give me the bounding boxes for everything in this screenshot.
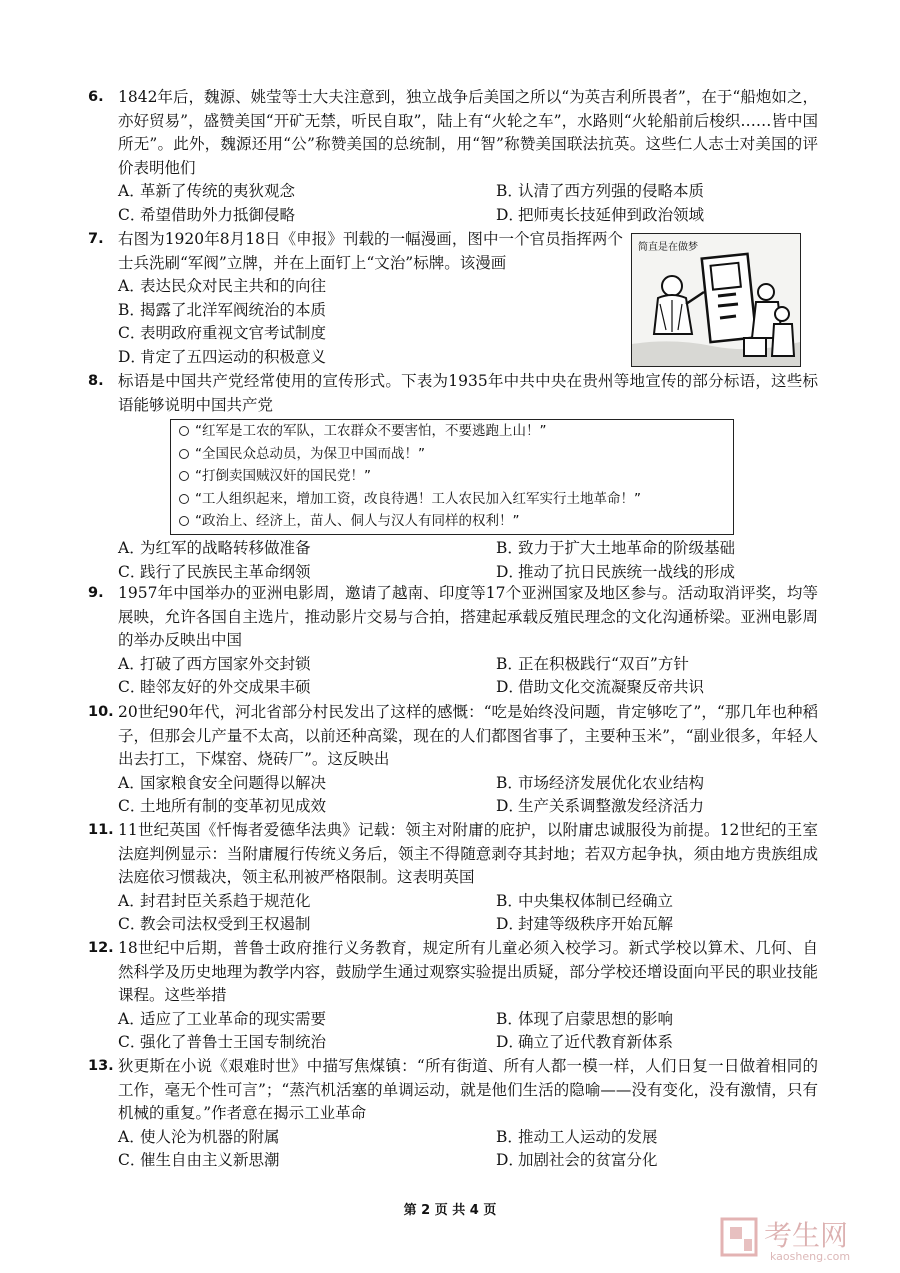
question-number: 7. xyxy=(88,231,104,247)
option-b[interactable]: B．市场经济发展优化农业结构 xyxy=(496,773,705,792)
options xyxy=(118,537,818,584)
question-number: 11. xyxy=(88,822,114,838)
option-c[interactable]: C．希望借助外力抵御侵略 xyxy=(118,205,296,224)
option-d[interactable]: D．加剧社会的贫富分化 xyxy=(496,1151,658,1169)
option-a[interactable]: A．使人沦为机器的附属 xyxy=(118,1127,280,1146)
bullet-circle-icon xyxy=(179,449,189,459)
option-c[interactable]: C．睦邻友好的外交成果丰硕 xyxy=(118,678,311,696)
option-c[interactable]: C．践行了民族民主革命纲领 xyxy=(118,562,311,581)
option-c[interactable]: C．教会司法权受到王权遏制 xyxy=(118,915,311,933)
question-6 xyxy=(88,86,818,227)
options xyxy=(118,180,818,227)
question-9 xyxy=(88,582,818,700)
question-number: 10. xyxy=(88,704,114,720)
option-c[interactable]: C．表明政府重视文官考试制度 xyxy=(118,324,327,342)
question-number: 13. xyxy=(88,1058,114,1074)
bullet-circle-icon xyxy=(179,426,189,436)
question-stem: 20世纪90年代，河北省部分村民发出了这样的感慨：“吃是始终没问题，肯定够吃了”，“那几年也种稻子，但那会儿产量不太高，以前还种高粱，现在的人们都图省事了，主要种玉米”，“副业很多，年轻人出去打工，下煤窑、烧砖厂”。这反映出 xyxy=(118,703,818,768)
option-d[interactable]: D．确立了近代教育新体系 xyxy=(496,1033,674,1051)
question-number: 9. xyxy=(88,585,104,601)
option-a[interactable]: A．打破了西方国家外交封锁 xyxy=(118,654,311,673)
option-b[interactable]: B．致力于扩大土地革命的阶级基础 xyxy=(496,539,736,557)
question-number: 12. xyxy=(88,940,114,956)
kaosheng-logo-icon xyxy=(718,1213,888,1265)
svg-text:kaosheng.com: kaosheng.com xyxy=(770,1250,851,1263)
page-footer: 第 2 页 共 4 页 xyxy=(403,1203,497,1218)
question-stem: 18世纪中后期，普鲁士政府推行义务教育，规定所有儿童必须入校学习。新式学校以算术、几何、自然科学及历史地理为教学内容，鼓励学生通过观察实验提出质疑，部分学校还增设面向平民的职业技能课程。这些举措 xyxy=(118,939,818,1004)
option-b[interactable]: B．体现了启蒙思想的影响 xyxy=(496,1009,674,1028)
question-13 xyxy=(88,1055,818,1173)
slogan-row: “红军是工农的军队，工农群众不要害怕，不要逃跑上山！” xyxy=(171,420,733,443)
options xyxy=(118,653,818,700)
option-c[interactable]: C．催生自由主义新思潮 xyxy=(118,1151,280,1169)
options xyxy=(118,772,818,819)
options xyxy=(118,1126,818,1173)
option-c[interactable]: C．土地所有制的变革初见成效 xyxy=(118,797,327,815)
option-d[interactable]: D．把师夷长技延伸到政治领域 xyxy=(496,205,705,224)
slogan-row: “全国民众总动员，为保卫中国而战！” xyxy=(171,443,733,466)
question-stem: 狄更斯在小说《艰难时世》中描写焦煤镇：“所有街道、所有人都一模一样，人们日复一日做着相同的工作，毫无个性可言”；“蒸汽机活塞的单调运动，就是他们生活的隐喻——没有变化，没有激情，只有机械的重复。”作者意在揭示工业革命 xyxy=(118,1057,818,1122)
question-12 xyxy=(88,937,818,1055)
option-b[interactable]: B．中央集权体制已经确立 xyxy=(496,891,674,910)
cartoon-image xyxy=(631,233,801,367)
slogan-row: “打倒卖国贼汉奸的国民党！” xyxy=(171,465,733,488)
question-10 xyxy=(88,701,818,819)
option-b[interactable]: B．认清了西方列强的侵略本质 xyxy=(496,182,705,200)
option-d[interactable]: D．借助文化交流凝聚反帝共识 xyxy=(496,678,705,696)
option-a[interactable]: A．革新了传统的夷狄观念 xyxy=(118,182,296,200)
slogan-row: “政治上、经济上，苗人、侗人与汉人有同样的权利！” xyxy=(171,510,733,533)
options xyxy=(118,890,818,937)
option-b[interactable]: B．正在积极践行“双百”方针 xyxy=(496,654,689,673)
question-stem: 标语是中国共产党经常使用的宣传形式。下表为1935年中共中央在贵州等地宣传的部分标语，这些标语能够说明中国共产党 xyxy=(118,372,818,414)
question-number: 8. xyxy=(88,373,104,389)
question-stem: 11世纪英国《忏悔者爱德华法典》记载：领主对附庸的庇护，以附庸忠诚服役为前提。12世纪的王室法庭判例显示：当附庸履行传统义务后，领主不得随意剥夺其封地；若双方起争执，须由地方贵族组成法庭依习惯裁决，领主私刑被严格限制。这表明英国 xyxy=(118,821,818,886)
option-d[interactable]: D．封建等级秩序开始瓦解 xyxy=(496,915,674,933)
slogan-row: “工人组织起来，增加工资，改良待遇！工人农民加入红军实行土地革命！” xyxy=(171,488,733,511)
question-number: 6. xyxy=(88,89,104,105)
bullet-circle-icon xyxy=(179,516,189,526)
slogan-table xyxy=(170,419,734,535)
question-stem: 1957年中国举办的亚洲电影周，邀请了越南、印度等17个亚洲国家及地区参与。活动取消评奖，均等展映，允许各国自主选片，推动影片交易与合拍，搭建起承载反殖民理念的文化沟通桥梁。亚洲电影周的举办反映出中国 xyxy=(118,584,818,649)
option-a[interactable]: A．适应了工业革命的现实需要 xyxy=(118,1009,327,1028)
question-stem: 1842年后，魏源、姚莹等士大夫注意到，独立战争后美国之所以“为英吉利所畏者”，在于“船炮如之，亦好贸易”，盛赞美国“开矿无禁，听民自取”，陆上有“火轮之车”，水路则“火轮船前后梭织……皆中国所无”。此外，魏源还用“公”称赞美国的总统制，用“智”称赞美国联法抗英。这些仁人志士对美国的评价表明他们 xyxy=(118,88,818,177)
option-d[interactable]: D．生产关系调整激发经济活力 xyxy=(496,797,705,815)
option-d[interactable]: D．肯定了五四运动的积极意义 xyxy=(118,347,327,366)
cartoon-drawing xyxy=(632,234,800,366)
option-a[interactable]: A．封君封臣关系趋于规范化 xyxy=(118,891,311,910)
option-d[interactable]: D．推动了抗日民族统一战线的形成 xyxy=(496,562,736,581)
options xyxy=(118,1008,818,1055)
svg-text:考生网: 考生网 xyxy=(764,1219,849,1252)
option-a[interactable]: A．表达民众对民主共和的向往 xyxy=(118,277,327,295)
option-a[interactable]: A．国家粮食安全问题得以解决 xyxy=(118,773,327,792)
option-c[interactable]: C．强化了普鲁士王国专制统治 xyxy=(118,1033,327,1051)
bullet-circle-icon xyxy=(179,471,189,481)
option-b[interactable]: B．揭露了北洋军阀统治的本质 xyxy=(118,300,327,319)
question-11 xyxy=(88,819,818,937)
cartoon-caption: 简直是在做梦 xyxy=(638,242,698,253)
option-a[interactable]: A．为红军的战略转移做准备 xyxy=(118,539,311,557)
watermark-logo xyxy=(718,1213,888,1265)
question-stem: 右图为1920年8月18日《申报》刊载的一幅漫画，图中一个官员指挥两个士兵洗刷“军阀”立牌，并在上面钉上“文治”标牌。该漫画 xyxy=(118,230,623,272)
bullet-circle-icon xyxy=(179,494,189,504)
option-b[interactable]: B．推动工人运动的发展 xyxy=(496,1127,658,1146)
